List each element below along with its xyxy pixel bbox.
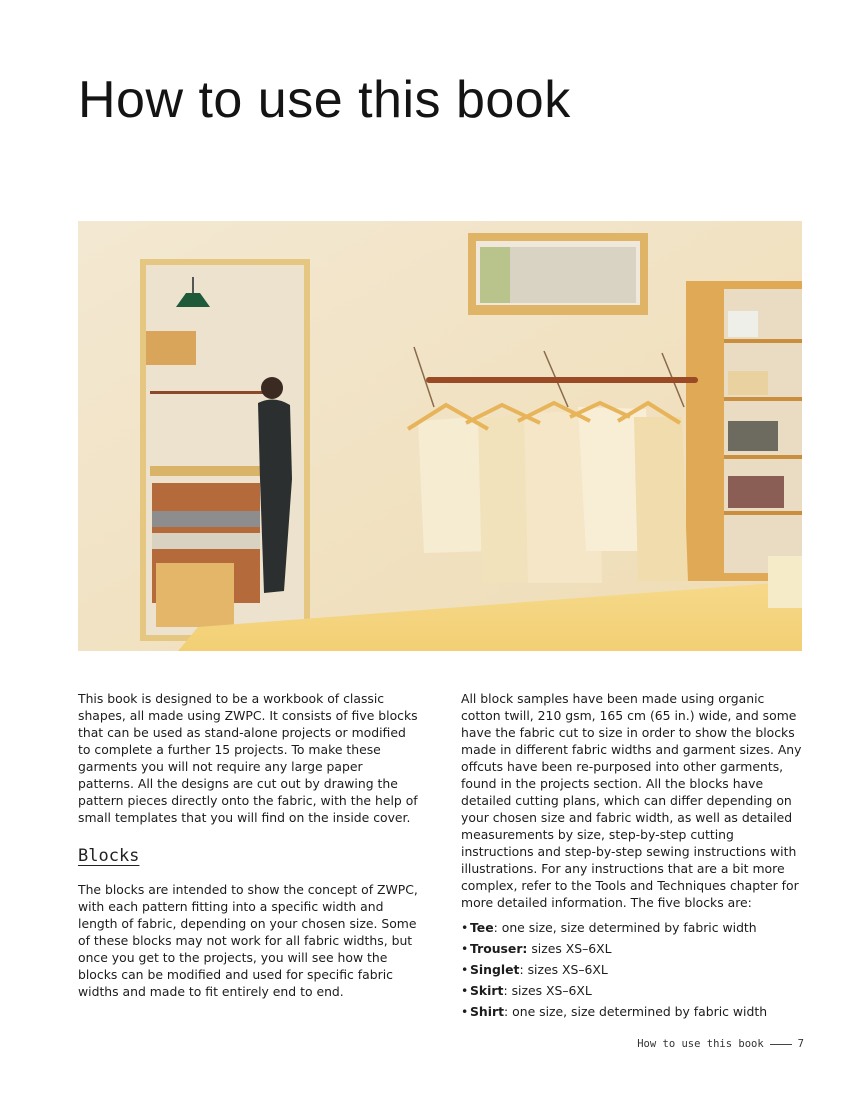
page-title: How to use this book <box>78 71 571 129</box>
list-item: • Singlet: sizes XS–6XL <box>461 962 608 977</box>
studio-photo <box>78 221 802 651</box>
bullet-icon: • <box>461 1004 469 1019</box>
bullet-icon: • <box>461 962 469 977</box>
block-description: one size, size determined by fabric width <box>508 1004 768 1019</box>
block-description: sizes XS–6XL <box>507 983 592 998</box>
bullet-icon: • <box>461 983 469 998</box>
left-column <box>78 690 418 1000</box>
right-column <box>461 690 806 1024</box>
samples-paragraph: All block samples have been made using organic cotton twill, 210 gsm, 165 cm (65 in.) wide, and some have the fabric cut to size in order to show the blocks made in different fabric widths and garment sizes. Any offcuts have been re-purposed into other garments, found in the projects section. All the blocks have detailed cutting plans, which can differ depending on your chosen size and fabric width, as well as detailed measurements by size, step-by-step cutting instructions and step-by-step sewing instructions with illustrations. For any instructions that are a bit more complex, refer to the Tools and Techniques chapter for more detailed information. The five blocks are: <box>461 691 802 910</box>
block-description: one size, size determined by fabric width <box>497 920 757 935</box>
block-description: sizes XS–6XL <box>523 962 608 977</box>
block-name: Trouser: <box>470 941 528 956</box>
list-item: • Shirt: one size, size determined by fabric width <box>461 1004 768 1019</box>
blocks-list <box>461 919 806 1020</box>
list-item <box>461 940 806 957</box>
block-name: Singlet <box>470 962 520 977</box>
bullet-icon: • <box>461 920 469 935</box>
list-item: • Skirt: sizes XS–6XL <box>461 983 592 998</box>
page-footer <box>637 1038 804 1050</box>
block-description: sizes XS–6XL <box>527 941 612 956</box>
block-name: Shirt <box>470 1004 505 1019</box>
intro-paragraph: This book is designed to be a workbook of classic shapes, all made using ZWPC. It consists of five blocks that can be used as stand-alone projects or modified to complete a further 15 projects. To make these garments you will not require any large paper patterns. All the designs are cut out by drawing the pattern pieces directly onto the fabric, with the help of small templates that you will find on the inside cover. <box>78 691 418 825</box>
block-name: Tee <box>470 920 494 935</box>
footer-rule <box>770 1044 792 1045</box>
running-head: How to use this book <box>637 1038 764 1050</box>
list-item: • Tee: one size, size determined by fabric width <box>461 920 757 935</box>
block-name: Skirt <box>470 983 504 998</box>
blocks-paragraph: The blocks are intended to show the concept of ZWPC, with each pattern fitting into a specific width and length of fabric, depending on your chosen size. Some of these blocks may not work for all fabric widths, but once you get to the projects, you will see how the blocks can be modified and used for specific fabric widths and made to fit entirely end to end. <box>78 882 418 999</box>
page-number: 7 <box>797 1038 804 1050</box>
bullet-icon: • <box>461 941 469 956</box>
blocks-subheading: Blocks <box>78 846 140 866</box>
